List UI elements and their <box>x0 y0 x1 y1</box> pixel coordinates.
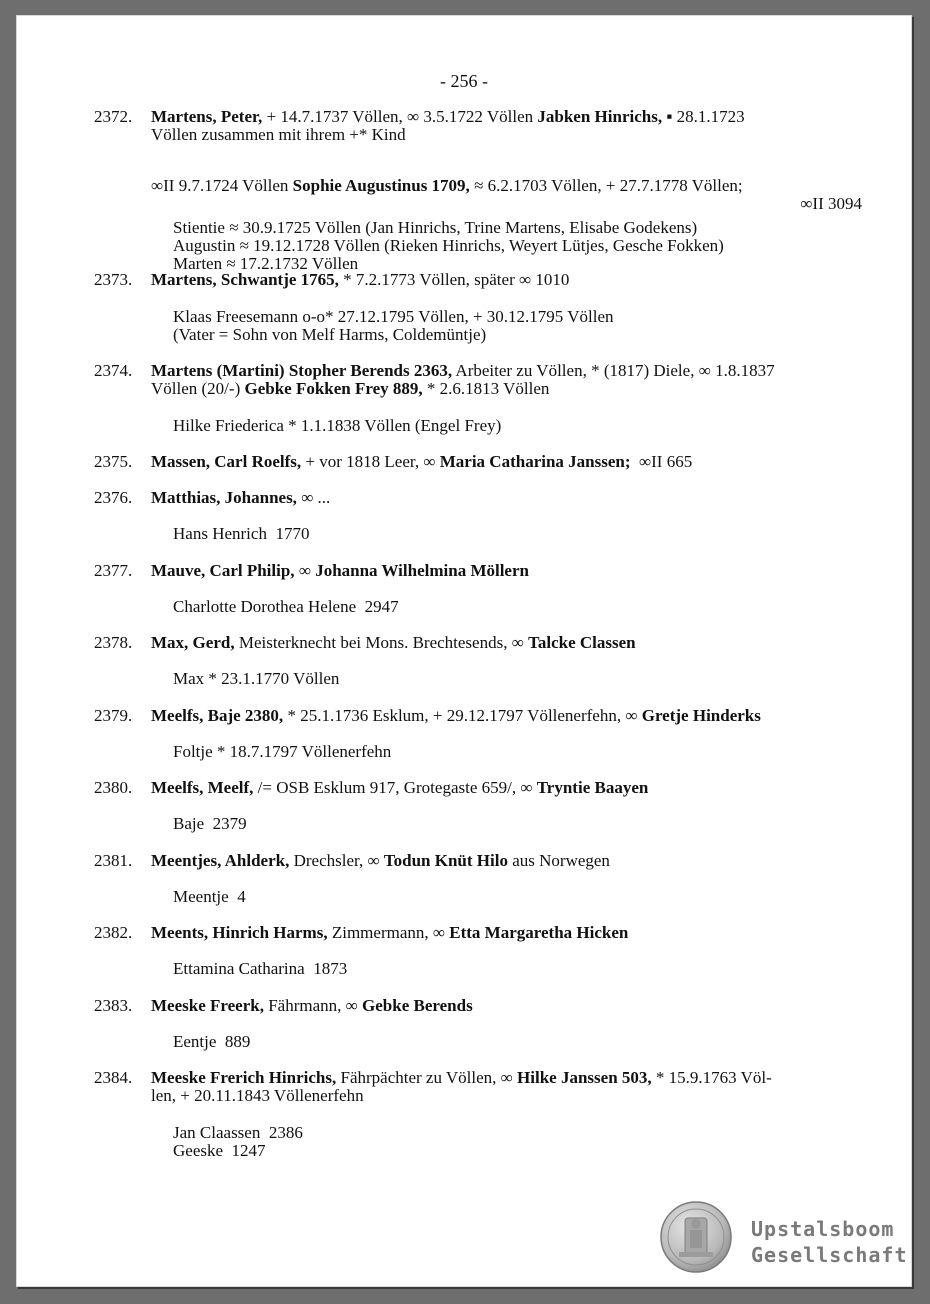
children-list <box>173 417 862 435</box>
entry-name: Massen, Carl Roelfs, <box>151 452 302 471</box>
entry-name: Mauve, Carl Philip, <box>151 561 295 580</box>
child-item: Geeske 1247 <box>173 1141 266 1160</box>
spouse-name: Tryntie Baayen <box>536 778 649 797</box>
upstalsboom-seal-icon <box>659 1200 733 1274</box>
entry-name: Meelfs, Meelf, <box>151 778 254 797</box>
entry-name: Meelfs, Baje 2380, <box>151 706 284 725</box>
children-list <box>173 219 862 273</box>
child-item: Marten ≈ 17.2.1732 Völlen <box>173 254 359 273</box>
brand-line-1: Upstalsboom <box>751 1217 895 1241</box>
child-item: Eentje 889 <box>173 1032 251 1051</box>
spouse-name: Hilke Janssen 503, <box>517 1068 652 1087</box>
child-item: Meentje 4 <box>173 887 246 906</box>
entry-number: 2378. <box>94 633 133 652</box>
entry-name: Meeske Frerich Hinrichs, <box>151 1068 337 1087</box>
entry-number: 2375. <box>94 452 133 471</box>
entry-number: 2380. <box>94 778 133 797</box>
entry-name: Martens (Martini) Stopher Berends 2363, <box>151 361 453 380</box>
entry-number: 2376. <box>94 488 133 507</box>
entry-name: Meents, Hinrich Harms, <box>151 923 328 942</box>
children-list <box>173 308 862 344</box>
entry-name: Max, Gerd, <box>151 633 235 652</box>
entry-number: 2383. <box>94 996 133 1015</box>
child-item: Baje 2379 <box>173 814 247 833</box>
entry-name: Meeske Freerk, <box>151 996 264 1015</box>
spouse-name: Gretje Hinderks <box>641 706 761 725</box>
entry-number: 2381. <box>94 851 133 870</box>
child-item: Charlotte Dorothea Helene 2947 <box>173 597 399 616</box>
spouse-name: Johanna Wilhelmina Möllern <box>315 561 529 580</box>
brand-line-2: Gesellschaft <box>751 1243 908 1267</box>
child-item: Max * 23.1.1770 Völlen <box>173 669 340 688</box>
children-list <box>173 888 862 906</box>
entry-name: Martens, Schwantje 1765, <box>151 270 339 289</box>
children-list <box>173 525 862 543</box>
spouse-name: Jabken Hinrichs, <box>537 107 663 126</box>
entry-number: 2373. <box>94 270 133 289</box>
children-list <box>173 1124 862 1160</box>
entry-number: 2377. <box>94 561 133 580</box>
entry-number: 2372. <box>94 107 133 126</box>
children-list <box>173 1033 862 1051</box>
spouse-name: Etta Margaretha Hicken <box>449 923 629 942</box>
child-item: Hans Henrich 1770 <box>173 524 310 543</box>
children-list <box>173 960 862 978</box>
spouse-name: Gebke Berends <box>362 996 473 1015</box>
child-item: Foltje * 18.7.1797 Völlenerfehn <box>173 742 392 761</box>
children-list <box>173 598 862 616</box>
entry-name: Martens, Peter, <box>151 107 263 126</box>
child-item: Jan Claassen 2386 <box>173 1123 303 1142</box>
second-spouse-name: Sophie Augustinus 1709, <box>292 176 470 195</box>
child-item: (Vater = Sohn von Melf Harms, Coldemüntje) <box>173 325 487 344</box>
brand-text <box>751 1216 908 1268</box>
child-item: Klaas Freesemann o-o* 27.12.1795 Völlen, + 30.12.1795 Völlen <box>173 307 614 326</box>
entry-number: 2382. <box>94 923 133 942</box>
child-item: Stientie ≈ 30.9.1725 Völlen (Jan Hinrichs, Trine Martens, Elisabe Godekens) <box>173 218 698 237</box>
entry-name: Meentjes, Ahlderk, <box>151 851 290 870</box>
children-list <box>173 815 862 833</box>
entry-number: 2384. <box>94 1068 133 1087</box>
entry-name: Matthias, Johannes, <box>151 488 297 507</box>
child-item: Ettamina Catharina 1873 <box>173 959 348 978</box>
spouse-name: Gebke Fokken Frey 889, <box>244 379 423 398</box>
spouse-name: Todun Knüt Hilo <box>383 851 508 870</box>
child-item: Augustin ≈ 19.12.1728 Völlen (Rieken Hinrichs, Weyert Lütjes, Gesche Fokken) <box>173 236 724 255</box>
second-marriage-ref: ∞II 3094 <box>800 194 862 213</box>
document-page: - 256 - 2372. Martens, Peter, + 14.7.1737 Völlen, ∞ 3.5.1722 Völlen Jabken Hinrichs, ▪ 28.1.1723 Völlen zusammen mit ihrem +* Kind ∞II 9.7.1724 Völlen Sophie Augustinus 1709, ≈ 6.2.1703 Völlen, + 27.7.1778 Völlen; ∞II 3094 Stientie ≈ 30.9.1725 Völlen (Jan Hinrichs, Trine Martens, Elisabe Godekens) Augustin ≈ 19.12.1728 Völlen (Rieken Hinrichs, Weyert Lütjes, Gesche Fokken) Marten ≈ 17.2.1732 Völlen 2373. Martens, Schwantje 1765, * 7.2.1773 Völlen, später ∞ 1010 Klaas Freesemann o-o* 27.12.1795 Völlen, + 30.12.1795 Völlen (Vater = Sohn von Melf Harms, Coldemüntje) 2374. Martens (Martini) Stopher Berends 2363, Arbeiter zu Völlen, * (1817) Diele, ∞ 1.8.1837 Völlen (20/-) Gebke Fokken Frey 889, * 2.6.1813 Völlen Hilke Friederica * 1.1.1838 Völlen (Engel Frey) 2375. Massen, Carl Roelfs, + vor 1818 Leer, ∞ Maria Catharina Janssen; ∞II 665 2376. Matthias, Johannes, ∞ ... Hans Henrich 1770 2377. Mauve, Carl Philip, ∞ Johanna Wilhelmina Möllern Charlotte Dorothea Helene 2947 2378. Max, Gerd, Meisterknecht bei Mons. Brechtesends, ∞ Talcke Classen Max * 23.1.1770 Völlen 2379. Meelfs, Baje 2380, * 25.1.1736 Esklum, + 29.12.1797 Völlenerfehn, ∞ Gretje Hinderks Foltje * 18.7.1797 Völlenerfehn 2380. Meelfs, Meelf, /= OSB Esklum 917, Grotegaste 659/, ∞ Tryntie Baayen Baje 2379 2381. Meentjes, Ahlderk, Drechsler, ∞ Todun Knüt Hilo aus Norwegen Meentje 4 2382. Meents, Hinrich Harms, Zimmermann, ∞ Etta Margaretha Hicken Ettamina Catharina 1873 2383. Meeske Freerk, Fährmann, ∞ Gebke Berends Eentje 889 2384. Meeske Frerich Hinrichs, Fährpächter zu Völlen, ∞ Hilke Janssen 503, * 15.9.1763 Völ- len, + 20.11.1843 Völlenerfehn Jan Claassen 2386 Geeske 1247 Upstalsboom Gesellschaft <box>16 15 912 1287</box>
entry-number: 2379. <box>94 706 133 725</box>
entry-number: 2374. <box>94 361 133 380</box>
spouse-name: Maria Catharina Janssen; <box>439 452 631 471</box>
child-item: Hilke Friederica * 1.1.1838 Völlen (Engel Frey) <box>173 416 502 435</box>
spouse-name: Talcke Classen <box>528 633 636 652</box>
children-list <box>173 670 862 688</box>
children-list <box>173 743 862 761</box>
page-number: - 256 - <box>440 71 488 91</box>
